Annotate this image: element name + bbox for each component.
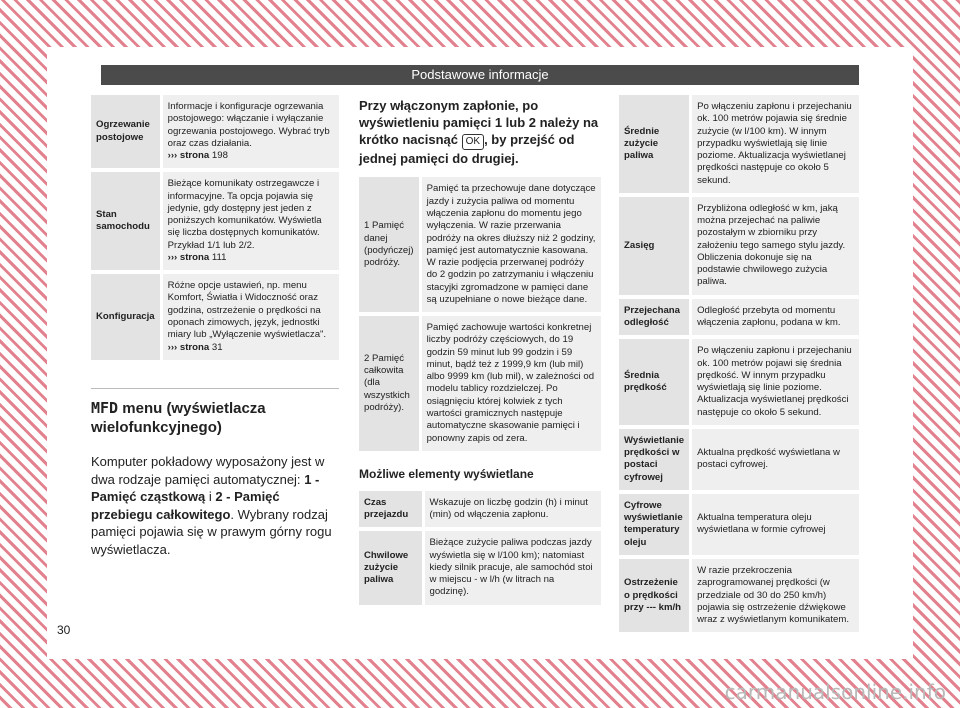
- manual-page: [47, 47, 913, 659]
- table-value: Aktualna temperatura oleju wyświetlana w formie cyfrowej: [691, 492, 859, 557]
- table-row: [91, 95, 339, 170]
- table-key: Chwilowe zużycie paliwa: [359, 529, 423, 606]
- table-value: Aktualna prędkość wyświetlana w postaci cyfrowej.: [691, 427, 859, 492]
- table-row: [619, 297, 859, 338]
- table-key: Wyświetlanie prędkości w postaci cyfrowej: [619, 427, 691, 492]
- page-reference: ››› strona 31: [167, 341, 223, 353]
- table-value: Różne opcje ustawień, np. menu Komfort, Światła i Widoczność oraz godzina, ostrzeżenie o prędkości na oponach zimowych, język, jednostki miary lub „Wyłączenie wyświetlacza". ››› strona 31: [161, 272, 339, 362]
- mfd-body-text: Komputer pokładowy wyposażony jest w dwa rodzaje pamięci automatycznej: 1 - Pamięć cząstkową i 2 - Pamięć przebiegu całkowitego. Wybrany rodzaj pamięci pojawia się w prawym górny rogu wyświetlacza.: [91, 454, 332, 558]
- table-key: Ostrzeżenie o prędkości przy --- km/h: [619, 557, 691, 634]
- left-column: [91, 95, 339, 559]
- page-reference: ››› strona 111: [167, 251, 227, 263]
- table-value: Odległość przebyta od momentu włączenia zapłonu, podana w km.: [691, 297, 859, 338]
- table-row: [359, 177, 601, 314]
- table-value: Pamięć zachowuje wartości konkretnej liczby podróży częściowych, do 19 godzin 59 minut lub 99 godzin i 59 minut, bądź też z 1999,9 km (lub mil) albo 9999 km (lub mil), w zależności od modelu tablicy rozdzielczej. Po osiągnięciu której kolwiek z tych wartości gramicznych następuje automatyczne skasowanie pamięci i ponowny zapis od zera.: [420, 314, 601, 453]
- table-value: Po włączeniu zapłonu i przejechaniu ok. 100 metrów pojawi się średnia prędkość. W innym przypadku wyświetlają się linie poziome. Aktualizacja wyświetlanej prędkości następuje co około 5 sekund.: [691, 337, 859, 427]
- table-row: [619, 492, 859, 557]
- page-reference: ››› strona 198: [167, 150, 228, 162]
- table-key: Przejechana odległość: [619, 297, 691, 338]
- middle-column: [359, 97, 601, 609]
- right-column: [619, 95, 859, 636]
- table-key: Konfiguracja: [91, 272, 161, 362]
- memory-table: [359, 177, 601, 454]
- table-key: Ogrzewanie postojowe: [91, 95, 161, 170]
- watermark-text: carmanualsonline.info: [724, 680, 946, 704]
- ok-button-symbol: OK: [462, 134, 484, 150]
- table-row: [359, 491, 601, 530]
- table-key: 2 Pamięć całkowita (dla wszystkich podróży).: [359, 314, 420, 453]
- table-row: [619, 427, 859, 492]
- table-key: Średnia prędkość: [619, 337, 691, 427]
- page-number: 30: [57, 623, 71, 637]
- table-row: [619, 95, 859, 195]
- table-key: Stan samochodu: [91, 170, 161, 272]
- mfd-section: [91, 388, 339, 559]
- table-value: Informacje i konfiguracje ogrzewania postojowego: włączanie i wyłączanie ogrzewania postojowego. Wybrać tryb oraz czas działania. ››› strona 198: [161, 95, 339, 170]
- table-value: Przybliżona odległość w km, jaką można przejechać na paliwie pozostałym w zbiorniku przy założeniu tego samego stylu jazdy. Obliczenia dokonuje się na podstawie chwilowego zużycia paliwa.: [691, 195, 859, 297]
- page-header-title: Podstawowe informacje: [411, 67, 549, 82]
- table-row: [359, 314, 601, 453]
- page-header: [101, 65, 859, 85]
- table-row: [619, 195, 859, 297]
- table-value: W razie przekroczenia zaprogramowanej prędkości (w przedziale od 30 do 250 km/h) pojawia się ostrzeżenie dźwiękowe wraz z wyświetlanym komunikatem.: [691, 557, 859, 634]
- memory-intro: Przy włączonym zapłonie, po wyświetleniu pamięci 1 lub 2 należy na krótko nacisnąć OK , by przejść od jednej pamięci do drugiej.: [359, 98, 599, 167]
- table-value: Bieżące zużycie paliwa podczas jazdy wyświetla się w l/100 km); natomiast kiedy silnik pracuje, ale samochód stoi w miejscu - w l/h (w litrach na godzinę).: [423, 529, 601, 606]
- mfd-section-title: MFD menu (wyświetlacza wielofunkcyjnego): [91, 388, 339, 446]
- table-key: Czas przejazdu: [359, 491, 423, 530]
- table-value: Pamięć ta przechowuje dane dotyczące jazdy i zużycia paliwa od momentu włączenia zapłonu do momentu jego wyłączenia. W razie przerwania podróży na okres dłuższy niż 2 godziny, pamięć jest automatycznie kasowana. W razie podjęcia przerwanej podróży do 2 godzin po zatrzymaniu i włączeniu stacyjki zgromadzone w pamięci dane są uzupełniane o nowe bieżące dane.: [420, 177, 601, 314]
- table-row: [619, 557, 859, 634]
- table-key: 1 Pamięć danej (podyńczej) podróży.: [359, 177, 420, 314]
- table-value: Bieżące komunikaty ostrzegawcze i informacyjne. Ta opcja pojawia się jedynie, gdy dostępny jest jeden z poniższych komunikatów. Wyświetla się liczba dostępnych komunikatów. Przykład 1/1 lub 2/2. ››› strona 111: [161, 170, 339, 272]
- elements-heading: Możliwe elementy wyświetlane: [359, 466, 534, 481]
- table-row: [619, 337, 859, 427]
- elements-table: [359, 491, 601, 609]
- table-key: Cyfrowe wyświetlanie temperatury oleju: [619, 492, 691, 557]
- table-row: [91, 272, 339, 362]
- table-row: [91, 170, 339, 272]
- table-key: Zasięg: [619, 195, 691, 297]
- left-info-table: [91, 95, 339, 364]
- right-info-table: [619, 95, 859, 636]
- table-key: Średnie zużycie paliwa: [619, 95, 691, 195]
- table-value: Wskazuje on liczbę godzin (h) i minut (min) od włączenia zapłonu.: [423, 491, 601, 530]
- table-value: Po włączeniu zapłonu i przejechaniu ok. 100 metrów pojawia się średnie zużycie (w l/100 km). W innym przypadku wyświetlają się linie poziome. Aktualizacja wyświetlanej prędkości następuje co około 5 sekund.: [691, 95, 859, 195]
- table-row: [359, 529, 601, 606]
